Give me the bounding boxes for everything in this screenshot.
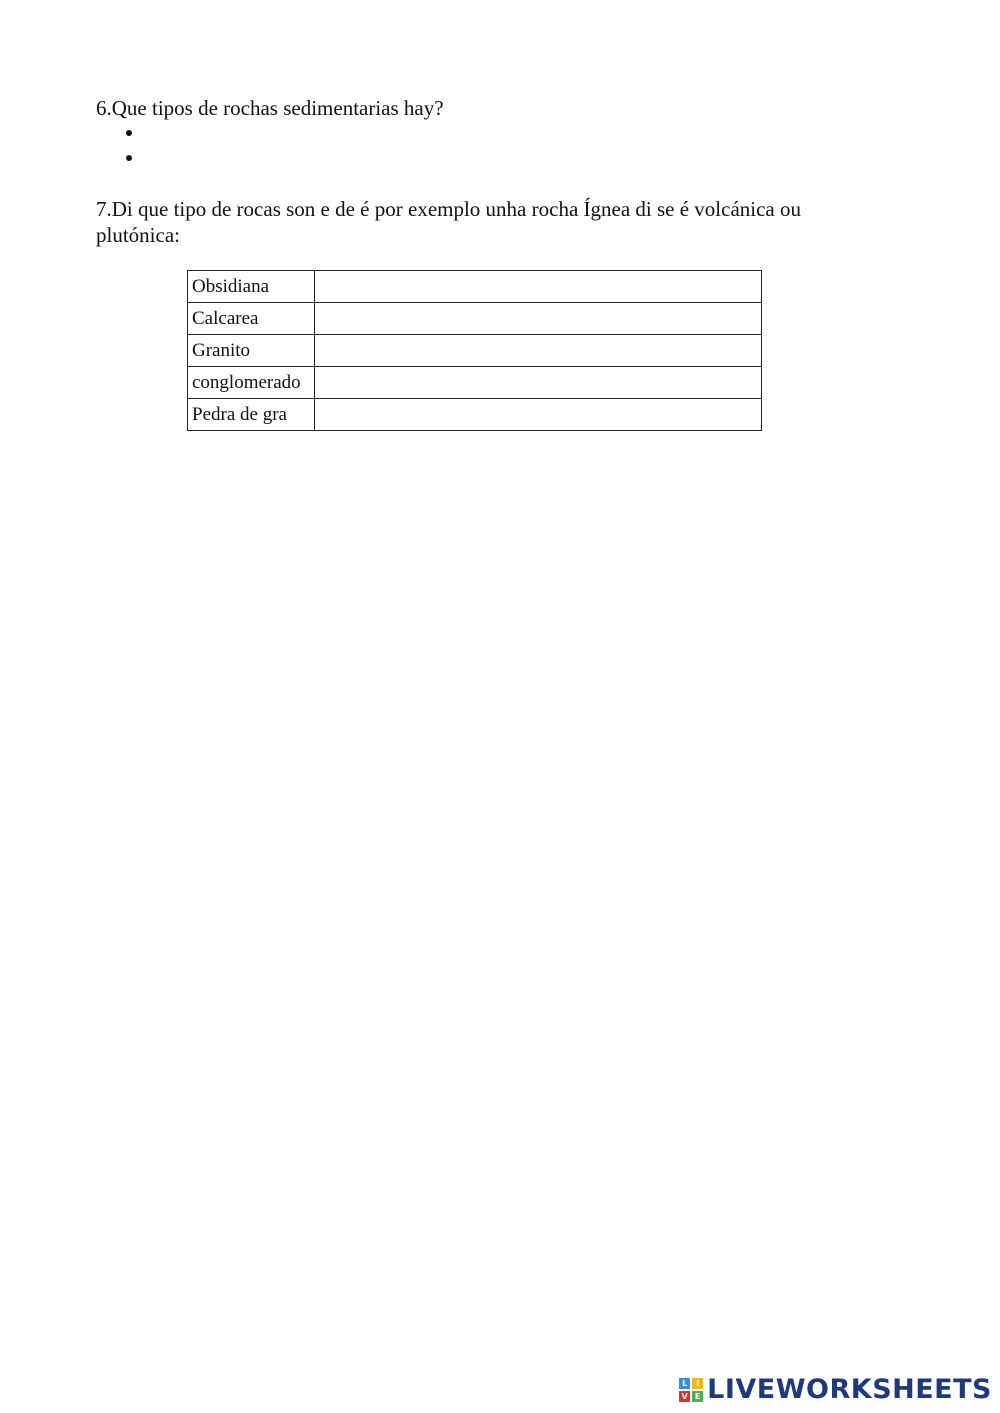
logo-text: LIVEWORKSHEETS [707, 1374, 992, 1405]
rock-answer-cell[interactable] [315, 335, 762, 367]
rock-name-cell: Calcarea [188, 303, 315, 335]
bullet-dot-icon [126, 130, 132, 136]
table-row [188, 399, 762, 431]
rock-answer-cell[interactable] [315, 367, 762, 399]
table-row [188, 303, 762, 335]
rock-name-cell: Granito [188, 335, 315, 367]
question-6: 6.Que tipos de rochas sedimentarias hay? [96, 96, 444, 120]
rocks-table [187, 270, 762, 431]
logo-tiles-icon [679, 1378, 703, 1402]
rock-name-cell: conglomerado [188, 367, 315, 399]
logo-tile: L [679, 1378, 690, 1389]
logo-tile: V [679, 1391, 690, 1402]
rock-name-cell: Pedra de gra [188, 399, 315, 431]
table-row [188, 271, 762, 303]
rock-answer-cell[interactable] [315, 399, 762, 431]
logo-tile: E [692, 1391, 703, 1402]
liveworksheets-logo [679, 1374, 992, 1405]
question-7: 7.Di que tipo de rocas son e de é por exemplo unha rocha Ígnea di se é volcánica ou plutónica: [96, 197, 801, 247]
table-row [188, 335, 762, 367]
bullet-dot-icon [126, 155, 132, 161]
rock-answer-cell[interactable] [315, 271, 762, 303]
rock-name-cell: Obsidiana [188, 271, 315, 303]
rock-answer-cell[interactable] [315, 303, 762, 335]
table-row [188, 367, 762, 399]
logo-tile: I [692, 1378, 703, 1389]
